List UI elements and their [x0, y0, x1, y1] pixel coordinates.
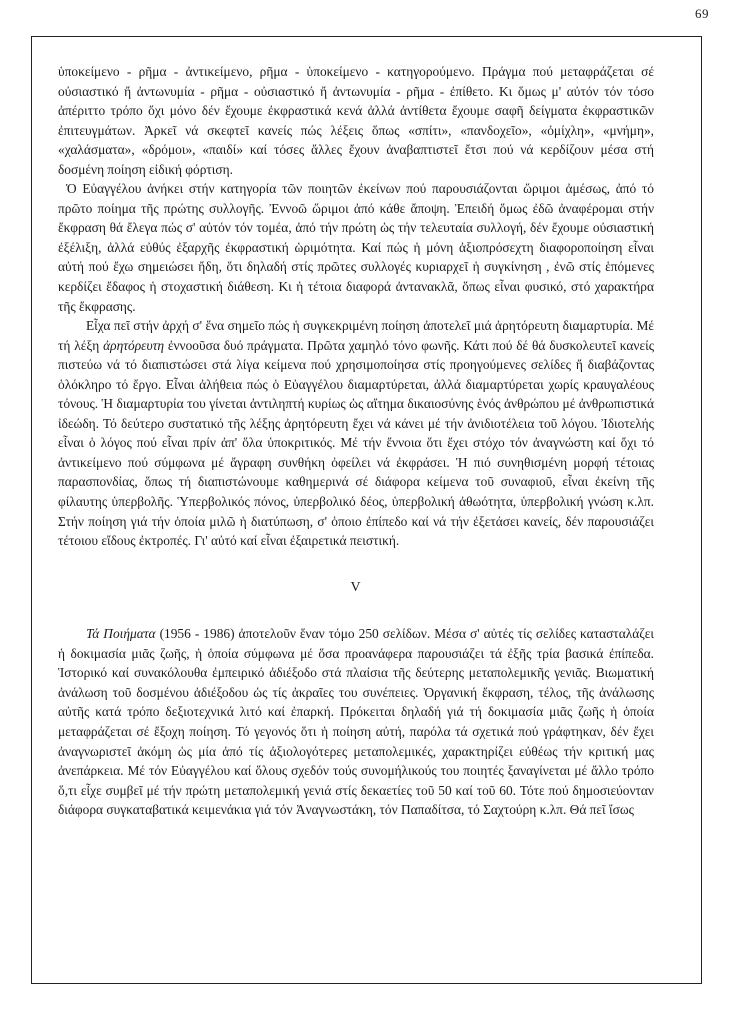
paragraph-poems-volume — [58, 624, 654, 819]
paragraph-continuation: ὑποκείμενο - ρῆμα - ἀντικείμενο, ρῆμα - ὑποκείμενο - κατηγορούμενο. Πράγμα πού μεταφράζεται σέ οὐσιαστικό ἤ ἀντωνυμία - ρῆμα - οὐσιαστικό ἤ ἀντωνυμία - ρῆμα - ἐπίθετο. Κι ὅμως μ' αὐτόν τόν τόσο ἀπέριττο τρόπο ὄχι μόνο δέν ἔχουμε ἐκφραστικά κενά ἀλλά ἀντίθετα ἔχουμε σαφῆ δείγματα ἐκφραστικῶν ἐπιτευγμάτων. Ἀρκεῖ νά σκεφτεῖ κανείς πώς λέξεις ὅπως «σπίτι», «πανδοχεῖο», «ὀμίχλη», «μνήμη», «χαλάσματα», «δρόμοι», «παιδί» καί τόσες ἄλλες ἔχουν ἀναβαπτιστεῖ ἔτσι πού νά κερδίζουν μέσα στή δοσμένη ποίηση εἰδική φόρτιση. — [58, 64, 654, 177]
paragraph-evangelou-maturity: Ὁ Εὐαγγέλου ἀνήκει στήν κατηγορία τῶν ποιητῶν ἐκείνων πού παρουσιάζονται ὥριμοι ἀμέσως, ἀπό τό πρῶτο ποίημα τῆς πρώτης συλλογῆς. Ἐννοῶ ὥριμοι ἀπό κάθε ἄποψη. Ἐπειδή ὅμως ἐδῶ ἀναφέρομαι στήν ἔκφραση θά ἔλεγα πώς σ' αὐτόν τόν τομέα, ἀπό τήν πρώτη ὡς τήν τελευταία συλλογή, δέν ἔχουμε οὐσιαστική ἐξέλιξη, ἀλλά εὐθύς ἐξαρχῆς ἐκφραστική ὡριμότητα. Καί πώς ἡ μόνη ἀξιοπρόσεχτη διαφοροποίηση εἶναι αὐτή πού ἔχω σημειώσει ἤδη, ὅτι δηλαδή στίς πρῶτες συλλογές κυριαρχεῖ ἡ συγκίνηση , ἐνῶ στίς ἑπόμενες κερδίζει ἔδαφος ἡ στοχαστική διάθεση. Κι ἡ τέτοια διαφορά ἀντανακλᾶ, ὅπως εἶναι φυσικό, στό χαρακτήρα τῆς ἔκφρασης. — [58, 181, 654, 314]
section-heading: V — [350, 579, 362, 595]
paragraph-text-part: (1956 - 1986) ἀποτελοῦν ἕναν τόμο 250 σελίδων. Μέσα σ' αὐτές τίς σελίδες κατασταλάζει ἡ δοκιμασία μιᾶς ζωῆς, ἡ ὁποία σύμφωνα μέ ὅσα προανάφερα παρουσιάζει τά ἐξῆς τρία βασικά ἐπίπεδα. Ἱστορικό καί συνακόλουθα ἐμπειρικό ἀδιέξοδο στά πλαίσια τῆς δεύτερης μεταπολεμικῆς γενιᾶς. Βιωματική ἀνάλωση τοῦ δοσμένου ἀδιέξοδου ὡς τίς ἀκραῖες του συνέπειες. Ὀργανική ἔκφραση, τέλος, τῆς ἀνάλωσης αὐτῆς κατά τρόπο δεξιοτεχνικά λιτό καί ἐπαρκή. Πρόκειται δηλαδή γιά τή δοκιμασία μιᾶς ζωῆς ἡ ὁποία μεταφράζεται σέ ἔξοχη ποίηση. Τό γεγονός ὅτι ἡ ποίηση αὐτή, παρόλα τά σχετικά πού γράφτηκαν, δέν ἔχει ἀναγνωριστεῖ ἀκόμη ὡς μία ἀπό τίς ἀξιολογότερες μεταπολεμικές, χαρακτηρίζει εὐθέως τήν κριτική μας ἀνεπάρκεια. Μέ τόν Εὐαγγέλου καί ὅλους σχεδόν τούς συνομήλικούς του ποιητές ξαναγίνεται μέ ἄλλο τρόπο ὅ,τι εἶχε συμβεῖ μέ τήν πρώτη μεταπολεμική γενιά στίς δεκαετίες τοῦ 50 καί τοῦ 60. Τότε πού δημοσιεύονταν διάφορα συγκαταβατικά κειμενάκια γιά τόν Ἀναγνωστάκη, τόν Παπαδίτσα, τό Σαχτούρη κ.λπ. Θά πεῖ ἴσως — [58, 626, 654, 818]
italic-book-title: Τά Ποιήματα — [86, 626, 156, 642]
paragraph-text-part: Εἶχα πεῖ στήν ἀρχή σ' ἕνα σημεῖο πώς ἡ συγκεκριμένη ποίηση ἀποτελεῖ μιά ἀρητόρευτη διαμαρτυρία. Μέ τή λέξη — [58, 318, 654, 353]
paragraph-unrhetorical-protest — [58, 316, 654, 551]
paragraph-text-part: ἐννοοῦσα δυό πράγματα. Πρῶτα χαμηλό τόνο φωνῆς. Κάτι πού δέ θά δυσκολευτεῖ κανείς πιστεύω νά τό διαπιστώσει στά λίγα κείμενα πού χρησιμοποίησα στίς προηγούμενες σελίδες ἤ διαβάζοντας ὁλόκληρο τό ἔργο. Εἶναι ἀλήθεια πώς ὁ Εὐαγγέλου διαμαρτύρεται, ἀλλά διαμαρτύρεται χωρίς κραυγαλέους τόνους. Ἡ διαμαρτυρία του γίνεται ἀντιληπτή κυρίως ὡς αἴτημα δικαιοσύνης ἑνός ἀνθρώπου μέ ἀνθρωπιστικά ἰδεώδη. Τό δεύτερο συστατικό τῆς λέξης ἀρητόρευτη ἔχει νά κάνει μέ τήν ἀνιδιοτέλεια τοῦ λόγου. Ἰδιοτελής εἶναι ὁ λόγος πού εἶναι πρίν ἀπ' ὅλα ὑποκριτικός. Μέ τήν ἔννοια ὅτι ἔχει στόχο τόν ἀναγνώστη καί ὄχι τό ἀντικείμενο πού σύμφωνα μέ ἄγραφη συνθήκη ὀφείλει νά ἐκφράσει. Ἡ πιό συνηθισμένη μορφή τέτοιας παρασπονδίας, ὅπως τή διαπιστώνουμε καθημερινά σέ διάφορα κείμενα τοῦ συναφιοῦ, εἶναι ἐκείνη τῆς φίλαυτης ὑπερβολῆς. Ὑπερβολικός πόνος, ὑπερβολικό δέος, ὑπερβολική ἀθωότητα, ὑπερβολική γνώση κ.λπ. Στήν ποίηση γιά τήν ὁποία μιλῶ ἡ διατύπωση, σ' ὁποιο ἐπίπεδο καί νά τήν ἐξετάσει κανείς, δέν παρουσιάζει τέτοιου εἴδους ἐκτροπές. Γι' αὐτό καί εἶναι ἐξαιρετικά πειστική. — [58, 337, 655, 549]
italic-term: ἀρητόρευτη — [103, 337, 165, 353]
page-number: 69 — [695, 6, 709, 21]
page-body — [58, 62, 654, 820]
